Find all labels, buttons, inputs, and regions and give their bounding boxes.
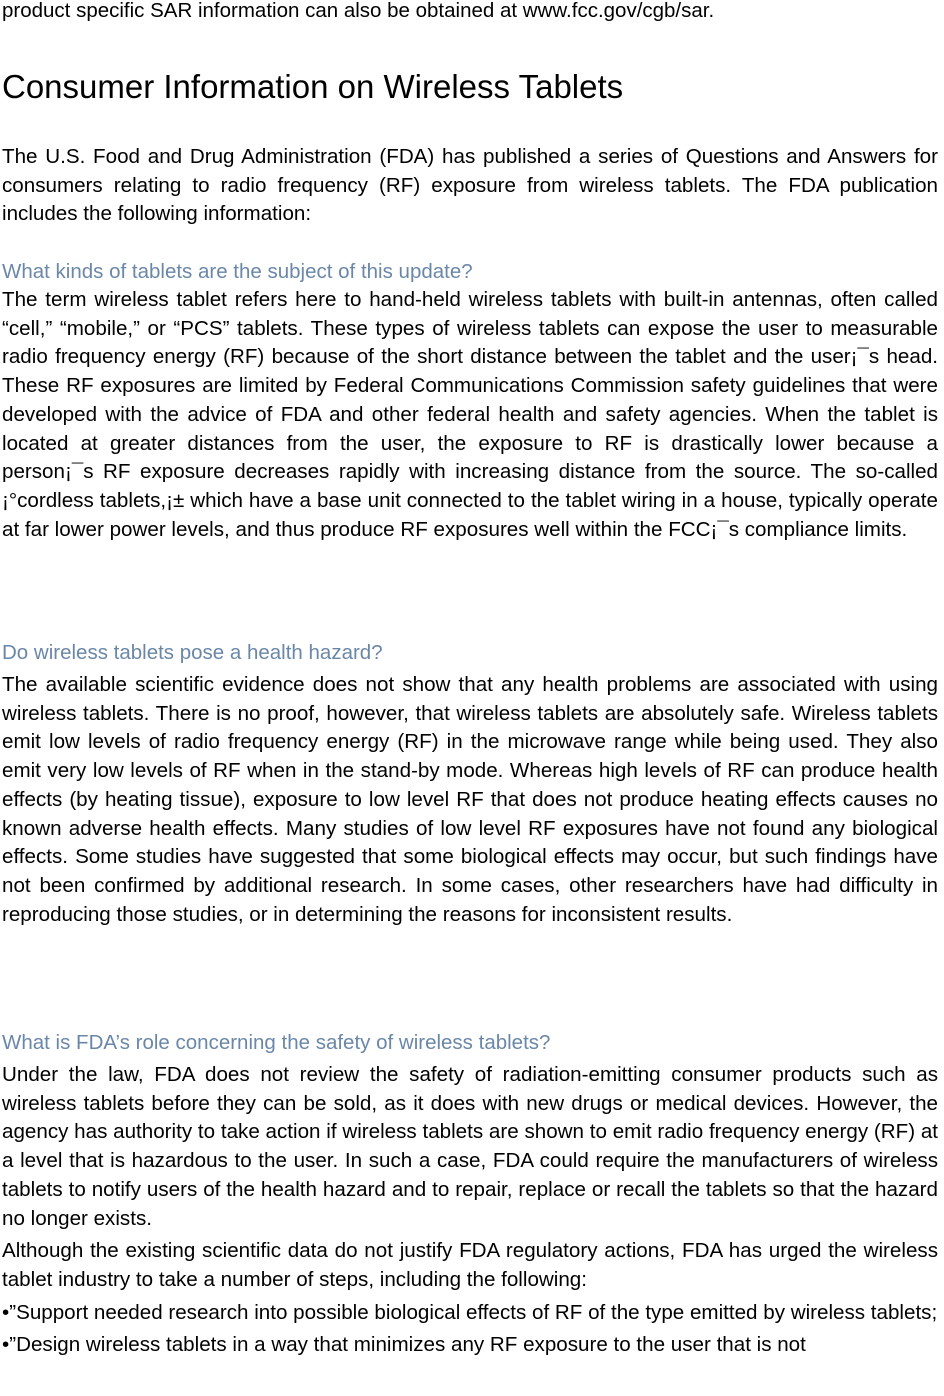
section-tablet-kinds (2, 258, 938, 544)
section-heading: Do wireless tablets pose a health hazard? (2, 641, 383, 664)
bullet-mark: •” (2, 1300, 17, 1324)
section-health-hazard (2, 639, 938, 929)
section-body: The term wireless tablet refers here to hand-held wireless tablets with built-in antennas, often called “cell,” “mobile,” or “PCS” tablets. These types of wireless tablets can expose the user to measurable radio frequency energy (RF) because of the short distance between the tablet and the user¡¯s head. These RF exposures are limited by Federal Communications Commission safety guidelines that were developed with the advice of FDA and other federal health and safety agencies. When the tablet is located at greater distances from the user, the exposure to RF is drastically lower because a person¡¯s RF exposure decreases rapidly with increasing distance from the source. The so-called ¡°cordless tablets,¡± which have a base unit connected to the tablet wiring in a house, typically operate at far lower power levels, and thus produce RF exposures well within the FCC¡¯s compliance limits. (2, 288, 938, 541)
list-item (2, 1299, 938, 1328)
section-fda-role (2, 1029, 938, 1360)
section-body: Under the law, FDA does not review the safety of radiation-emitting consumer products such as wireless tablets before they can be sold, as it does with new drugs or medical devices. However, the agency has authority to take action if wireless tablets are shown to emit radio frequency energy (RF) at a level that is hazardous to the user. In such a case, FDA could require the manufacturers of wireless tablets to notify users of the health hazard and to repair, replace or recall the tablets so that the hazard no longer exists. (2, 1063, 938, 1230)
bullet-mark: •” (2, 1333, 17, 1357)
bullet-text: Support needed research into possible biological effects of RF of the type emitted by wireless tablets; (16, 1300, 938, 1324)
intro-paragraph: The U.S. Food and Drug Administration (FDA) has published a series of Questions and Answers for consumers relating to radio frequency (RF) exposure from wireless tablets. The FDA publication includes the following information: (2, 145, 938, 226)
section-body: The available scientific evidence does not show that any health problems are associated with using wireless tablets. There is no proof, however, that wireless tablets are absolutely safe. Wireless tablets emit low levels of radio frequency energy (RF) in the microwave range while being used. They also emit very low levels of RF when in the stand-by mode. Whereas high levels of RF can produce health effects (by heating tissue), exposure to low level RF that does not produce heating effects causes no known adverse health effects. Many studies of low level RF exposures have not found any biological effects. Some studies have suggested that some biological effects may occur, but such findings have not been confirmed by additional research. In some cases, other researchers have had difficulty in reproducing those studies, or in determining the reasons for inconsistent results. (2, 673, 938, 926)
sar-info-line: product specific SAR information can also be obtained at www.fcc.gov/cgb/sar. (2, 0, 715, 22)
bullet-text: Design wireless tablets in a way that minimizes any RF exposure to the user that is not (16, 1333, 806, 1357)
section-heading: What kinds of tablets are the subject of this update? (2, 260, 473, 283)
intro-block (2, 143, 938, 229)
section-body-continued: Although the existing scientific data do not justify FDA regulatory actions, FDA has urged the wireless tablet industry to take a number of steps, including the following: (2, 1239, 938, 1291)
section-heading: What is FDA’s role concerning the safety of wireless tablets? (2, 1031, 551, 1054)
page-title: Consumer Information on Wireless Tablets (2, 68, 624, 105)
list-item (2, 1331, 938, 1360)
